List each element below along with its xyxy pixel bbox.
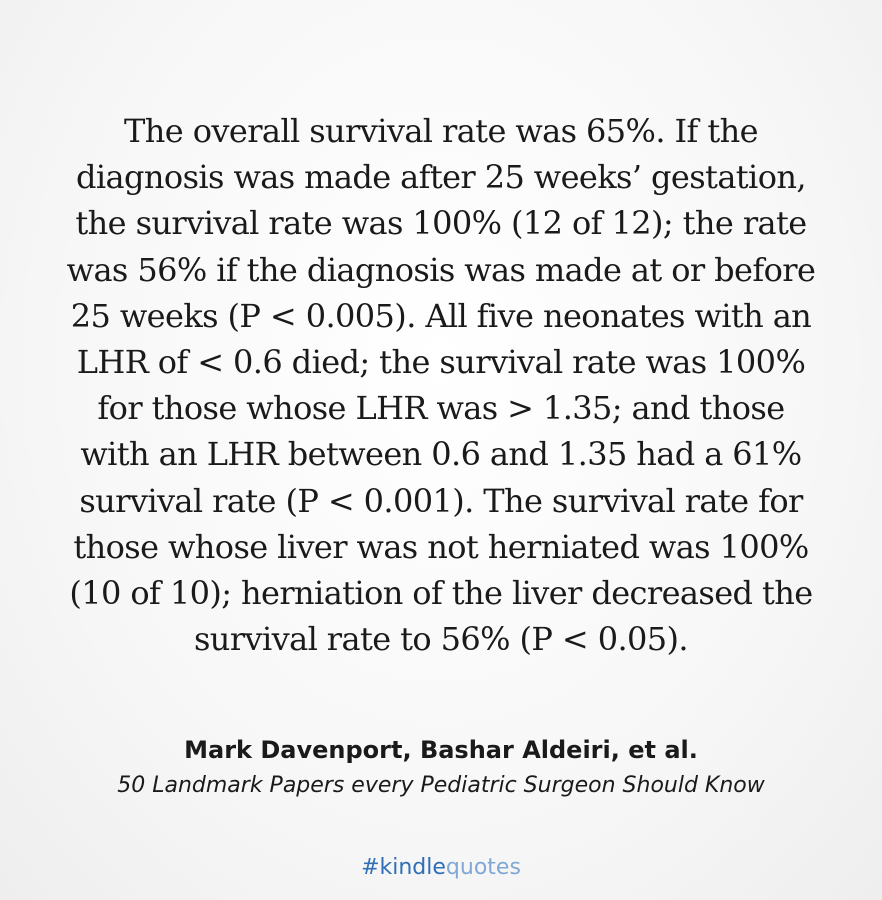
- quote-line: The overall survival rate was 65%. If the: [124, 112, 758, 150]
- quote-line: survival rate to 56% (P < 0.05).: [193, 620, 689, 659]
- quote-line: survival rate (P < 0.001). The survival rate for: [79, 481, 803, 520]
- quote-line: diagnosis was made after 25 weeks’ gestation,: [76, 158, 806, 197]
- hashtag-prefix: #kindle: [361, 855, 446, 880]
- quote-line: LHR of < 0.6 died; the survival rate was 100%: [76, 343, 806, 382]
- quote-text: [20, 108, 862, 662]
- hashtag-suffix: quotes: [445, 855, 521, 880]
- quote-line: the survival rate was 100% (12 of 12); the rate: [75, 204, 807, 243]
- kindle-quotes-hashtag: [0, 852, 882, 884]
- book-title: 50 Landmark Papers every Pediatric Surgeon Should Know: [117, 773, 765, 798]
- quote-line: with an LHR between 0.6 and 1.35 had a 61%: [80, 435, 802, 474]
- quote-line: (10 of 10); herniation of the liver decreased the: [69, 574, 813, 613]
- quote-line: for those whose LHR was > 1.35; and those: [97, 389, 785, 428]
- author-name: Mark Davenport, Bashar Aldeiri, et al.: [184, 736, 698, 764]
- quote-line: 25 weeks (P < 0.005). All five neonates with an: [70, 296, 812, 335]
- quote-line: those whose liver was not herniated was 100%: [73, 527, 809, 566]
- quote-line: was 56% if the diagnosis was made at or before: [66, 250, 816, 289]
